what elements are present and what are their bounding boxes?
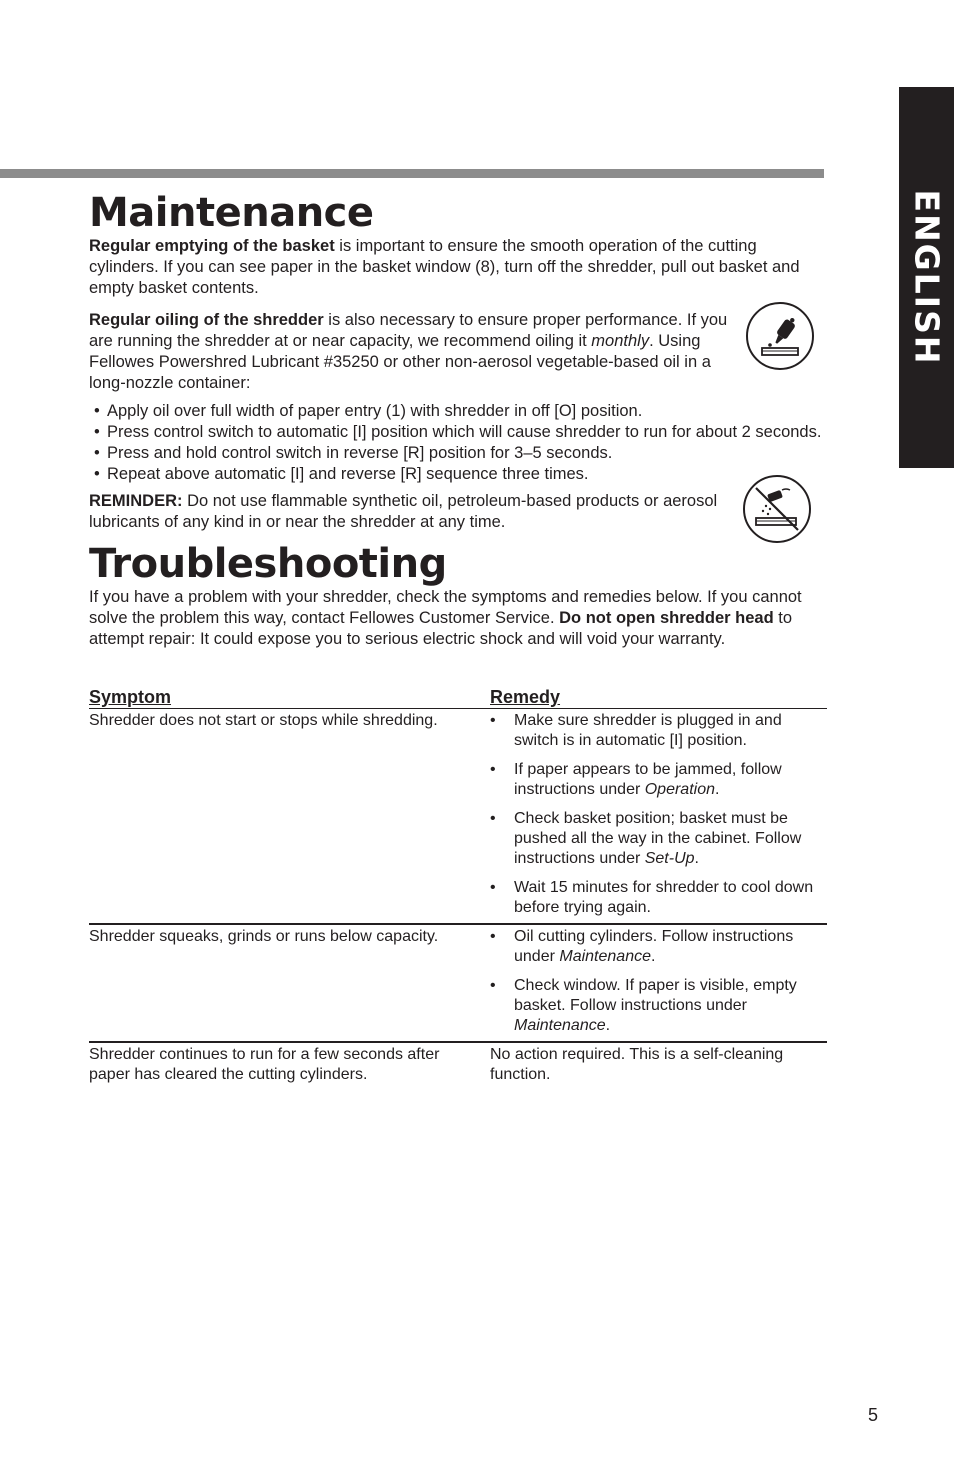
remedy-reference: Set-Up [644,850,695,867]
oiling-steps-list [89,401,827,485]
list-item: • Wait 15 minutes for shredder to cool down before trying again. [490,879,814,916]
list-item: • Check basket position; basket must be pushed all the way in the cabinet. Follow instructions under Set-Up. [490,810,802,867]
remedy-tail: . [651,948,656,965]
remedy-text: If paper appears to be jammed, follow instructions under [514,761,782,798]
remedy-list [490,927,827,1036]
oiling-text-b: . Using Fellowes Powershred Lubricant #35250 or other non-aerosol vegetable-based oil in a long-nozzle container: [89,332,711,392]
remedy-list [490,711,827,918]
remedy-text: Make sure shredder is plugged in and switch is in automatic [I] position. [514,712,782,749]
remedy-tail: . [715,781,720,798]
top-divider-bar [0,169,824,178]
remedy-cell [490,709,827,925]
maintenance-heading: Maintenance [89,190,374,236]
list-item: • Repeat above automatic [I] and reverse [R] sequence three times. [89,464,827,485]
intro-text-b: to attempt repair: It could expose you to serious electric shock and will void your warranty. [89,609,793,648]
table-row [89,1042,827,1090]
intro-bold: Do not open shredder head [559,609,774,627]
oiling-paragraph [89,310,827,394]
symptom-cell: Shredder continues to run for a few seconds after paper has cleared the cutting cylinders. [89,1046,440,1083]
no-aerosol-icon [743,475,811,543]
oil-bottle-icon [746,302,814,370]
basket-bold: Regular emptying of the basket [89,237,335,255]
remedy-reference: Maintenance [514,1017,606,1034]
list-item: • Press control switch to automatic [I] position which will cause shredder to run for about 2 seconds. [89,422,827,443]
troubleshooting-heading: Troubleshooting [89,541,447,587]
table-row [89,924,827,1042]
oiling-bold: Regular oiling of the shredder [89,311,324,329]
list-item: • Oil cutting cylinders. Follow instructions under Maintenance. [490,928,794,965]
language-tab-label: ENGLISH [907,189,947,366]
remedy-reference: Maintenance [559,948,651,965]
symptom-cell: Shredder squeaks, grinds or runs below capacity. [89,924,490,1042]
reminder-paragraph [89,491,827,533]
list-item: • Make sure shredder is plugged in and switch is in automatic [I] position. [490,712,782,749]
remedy-text: Check window. If paper is visible, empty basket. Follow instructions under [514,977,797,1014]
troubleshooting-table [89,687,827,1090]
page-number: 5 [868,1405,879,1425]
remedy-reference: Operation [644,781,715,798]
oiling-block [89,310,827,394]
table-header-row [89,687,827,709]
symptom-header: Symptom [89,687,490,709]
basket-paragraph [89,236,827,299]
page-content [89,190,827,1090]
remedy-text: Wait 15 minutes for shredder to cool down before trying again. [514,879,814,916]
reminder-bold: REMINDER: [89,492,183,510]
intro-text-a: If you have a problem with your shredder, check the symptoms and remedies below. If you cannot solve the problem this way, contact Fellowes Customer Service. [89,588,802,627]
remedy-tail: . [605,1017,611,1034]
remedy-text: Oil cutting cylinders. Follow instructions under [514,928,794,965]
oiling-italic: monthly [591,332,650,350]
remedy-header: Remedy [490,687,827,709]
remedy-text: Check basket position; basket must be pushed all the way in the cabinet. Follow instructions under [514,810,802,867]
list-item: • If paper appears to be jammed, follow instructions under Operation. [490,761,782,798]
table-row [89,709,827,925]
remedy-cell [490,924,827,1042]
remedy-cell: No action required. This is a self-cleaning function. [490,1046,784,1083]
reminder-block [89,491,827,533]
list-item: • Apply oil over full width of paper entry (1) with shredder in off [O] position. [89,401,827,422]
reminder-text: Do not use flammable synthetic oil, petroleum-based products or aerosol lubricants of any kind in or near the shredder at any time. [89,492,718,531]
symptom-cell: Shredder does not start or stops while shredding. [89,709,490,925]
list-item: • Check window. If paper is visible, empty basket. Follow instructions under Maintenance. [490,977,797,1034]
oiling-text-a: is also necessary to ensure proper performance. If you are running the shredder at or near capacity, we recommend oiling it [89,311,728,350]
language-tab [899,87,954,468]
remedy-tail: . [694,850,699,867]
basket-text: is important to ensure the smooth operation of the cutting cylinders. If you can see paper in the basket window (8), turn off the shredder, pull out basket and empty basket contents. [89,237,800,297]
troubleshooting-intro [89,587,827,650]
list-item: • Press and hold control switch in reverse [R] position for 3–5 seconds. [89,443,827,464]
